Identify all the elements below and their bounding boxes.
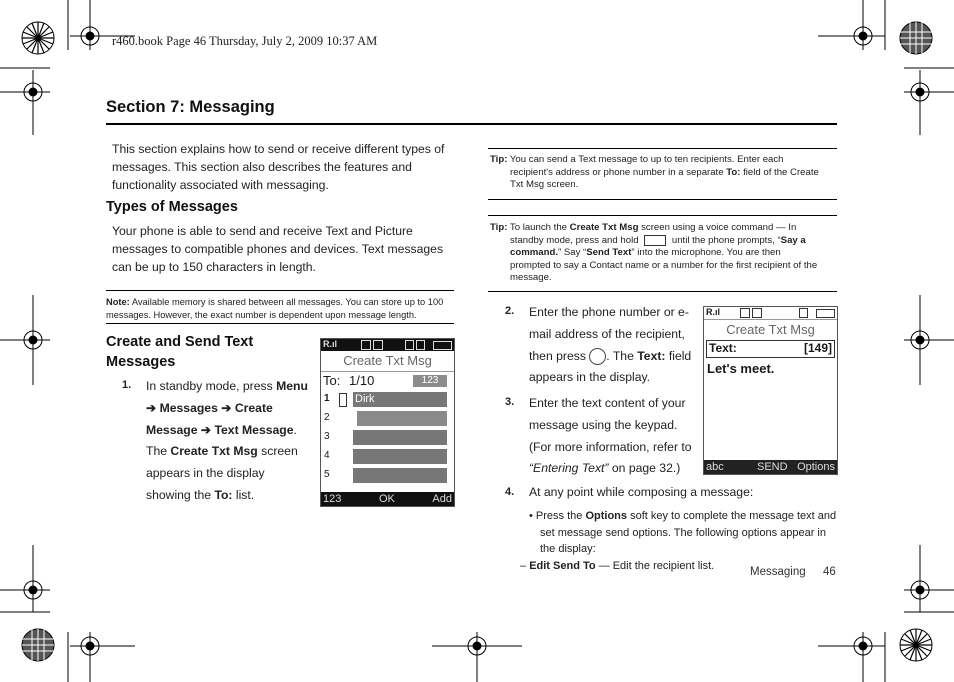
recipient-row[interactable] [321, 428, 454, 447]
softkey-right[interactable]: Options [797, 461, 835, 473]
alarm-icon [740, 308, 750, 318]
create-heading-line2: Messages [106, 354, 176, 370]
phone-screen-text-entry [703, 306, 838, 475]
text-field-row [706, 340, 835, 358]
tip2-block: Tip: To launch the Create Txt Msg screen using a voice command — In standby mode, press and hold until the phone prompts, “Say a command.” Say “Send Text” into the microphone. You are then prompted to say a Contact name or a number for the first recipient of the message. [490, 222, 818, 284]
recipient-field[interactable] [353, 411, 447, 426]
crosshair-icon [818, 632, 885, 682]
crosshair-icon [70, 632, 135, 682]
crosshair-icon [904, 70, 954, 135]
recipient-row[interactable] [321, 447, 454, 466]
note-label: Note: [106, 297, 130, 307]
crosshair-icon [0, 295, 50, 385]
envelope-icon [752, 308, 762, 318]
softkey-right[interactable]: Add [432, 493, 452, 505]
row-number: 4 [324, 450, 330, 461]
phone-screen-to-list [320, 338, 455, 507]
bullet-icon: • [529, 510, 536, 522]
crosshair-icon [904, 545, 954, 612]
softkey-center[interactable]: SEND [757, 461, 788, 473]
create-heading-line1: Create and Send Text [106, 334, 254, 350]
phone-contact-icon [339, 393, 347, 407]
recipient-row[interactable] [321, 390, 454, 409]
crosshair-icon [0, 70, 50, 135]
crosshair-icon [818, 0, 885, 50]
to-count: 1/10 [349, 373, 375, 388]
row-number: 5 [324, 469, 330, 480]
title-rule [106, 123, 837, 125]
footer-section: Messaging [750, 566, 806, 578]
lock-icon [416, 340, 425, 350]
footer-page-number: 46 [823, 566, 836, 578]
step1-text: In standby mode, press Menu ➔ Messages ➔ Create Message ➔ Text Message. The Create Txt Msg screen appears in the display showing the To: list. [146, 379, 308, 502]
softkey-left[interactable]: 123 [323, 493, 342, 505]
battery-icon [816, 309, 835, 318]
tip2-top-rule [488, 215, 837, 216]
step3-number: 3. [505, 396, 515, 408]
types-paragraph: Your phone is able to send and receive Text and Picture messages to compatible phones and devices. Text messages can be up to 150 characters in length. [112, 224, 444, 274]
tip1-block: Tip: You can send a Text message to up to ten recipients. Enter each recipient's address or phone number in a separate To: field of the Create Txt Msg screen. [490, 154, 819, 190]
section-title: Section 7: Messaging [106, 98, 275, 116]
tip2-bottom-rule [488, 291, 837, 292]
signal-icon: R.ıl [323, 339, 338, 349]
gear-target-icon [22, 629, 54, 661]
lock-icon [799, 308, 808, 318]
step4-options: • Press the Options soft key to complete the message text and set message send options. The following options appear in the display: – Edit Send To — Edit the recipient list. [520, 510, 837, 572]
tip1-top-rule [488, 148, 837, 149]
types-heading: Types of Messages [106, 199, 238, 215]
book-header: r460.book Page 46 Thursday, July 2, 2009 10:37 AM [112, 34, 378, 48]
status-bar [321, 339, 454, 351]
row-number: 2 [324, 412, 330, 423]
softkey-bar [321, 492, 454, 506]
step1-number: 1. [122, 379, 132, 391]
gear-target-icon [900, 22, 932, 54]
note-bottom-rule [106, 323, 454, 324]
intro-paragraph: This section explains how to send or receive different types of messages. This section also describes the features and functionality associated with messaging. [112, 142, 445, 192]
step2-number: 2. [505, 305, 515, 317]
alarm-icon [361, 340, 371, 350]
crosshair-icon [432, 632, 522, 682]
row-number: 1 [324, 393, 330, 404]
screen-title: Create Txt Msg [321, 351, 454, 372]
step2-text: Enter the phone number or e- mail address of the recipient, then press . The Text: field appears in the display. [529, 305, 692, 385]
star-target-icon [22, 22, 54, 54]
status-bar [704, 307, 837, 320]
envelope-icon [373, 340, 383, 350]
star-target-icon [900, 629, 932, 661]
crosshair-icon [904, 295, 954, 385]
recipient-row[interactable] [321, 466, 454, 485]
recipient-list [321, 390, 454, 485]
note-text: Available memory is shared between all messages. You can store up to 100 messages. However, the exact number is dependent upon message length. [106, 297, 444, 320]
screen-title: Create Txt Msg [726, 322, 815, 337]
to-label: To: [323, 373, 341, 388]
recipient-field[interactable] [353, 449, 447, 464]
softkey-bar [704, 460, 837, 474]
softkey-center[interactable]: OK [379, 493, 395, 505]
step4-text: At any point while composing a message: [529, 485, 754, 499]
battery-icon [433, 341, 452, 350]
char-counter: 123 [413, 375, 447, 387]
signal-icon: R.ıl [706, 307, 721, 317]
note-block [106, 296, 456, 321]
ok-button-icon [589, 348, 606, 365]
row-number: 3 [324, 431, 330, 442]
step4-number: 4. [505, 486, 515, 498]
recipient-field[interactable]: Dirk [353, 392, 447, 407]
message-text[interactable]: Let's meet. [707, 361, 775, 376]
recipient-field[interactable] [353, 468, 447, 483]
step3-text: Enter the text content of your message using the keypad. (For more information, refer to “Entering Text” on page 32.) [529, 396, 692, 476]
crosshair-icon [0, 545, 50, 612]
char-counter: [149] [803, 341, 832, 355]
home-icon [405, 340, 414, 350]
softkey-left[interactable]: abc [706, 461, 724, 473]
ok-key-icon [644, 235, 666, 246]
note-top-rule [106, 290, 454, 291]
recipient-field[interactable] [353, 430, 447, 445]
text-label: Text: [709, 341, 737, 355]
tip1-bottom-rule [488, 199, 837, 200]
recipient-row[interactable] [321, 409, 454, 428]
to-row [321, 372, 454, 390]
